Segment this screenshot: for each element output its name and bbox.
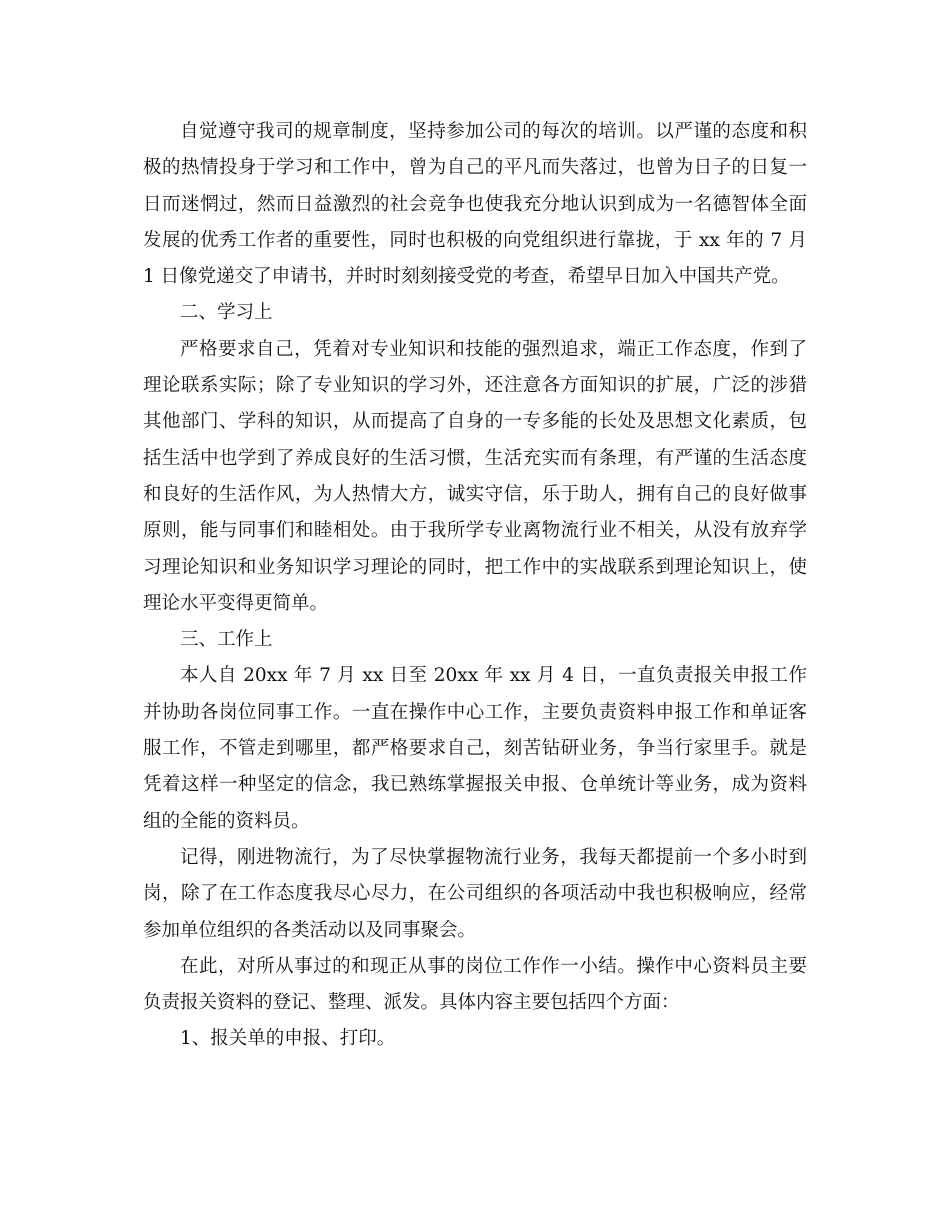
list-item-declaration: 1、报关单的申报、打印。 — [180, 1028, 396, 1050]
heading-study: 二、学习上 — [180, 302, 273, 324]
heading-work: 三、工作上 — [180, 629, 273, 651]
paragraph-memory: 记得，刚进物流行，为了尽快掌握物流行业务，我每天都提前一个多小时到岗，除了在工作态度我尽心尽力，在公司组织的各项活动中我也积极响应，经常参加单位组织的各类活动以及同事聚会。 — [143, 846, 807, 941]
paragraph-work-duties: 本人自 20xx 年 7 月 xx 日至 20xx 年 xx 月 4 日，一直负责报关申报工作并协助各岗位同事工作。一直在操作中心工作，主要负责资料申报工作和单证客服工作，不管走到哪里，都严格要求自己，刻苦钻研业务，争当行家里手。就是凭着这样一种坚定的信念，我已熟练掌握报关申报、仓单统计等业务，成为资料组的全能的资料员。 — [143, 665, 807, 832]
paragraph-self-discipline: 自觉遵守我司的规章制度，坚持参加公司的每次的培训。以严谨的态度和积极的热情投身于学习和工作中，曾为自己的平凡而失落过，也曾为日子的日复一日而迷惘过，然而日益激烈的社会竞争也使我充分地认识到成为一名德智体全面发展的优秀工作者的重要性，同时也积极的向党组织进行靠拢，于 xx 年的 7 月 1 日像党递交了申请书，并时时刻刻接受党的考查，希望早日加入中国共产党。 — [143, 121, 807, 288]
document-body — [143, 114, 807, 1058]
paragraph-summary: 在此，对所从事过的和现正从事的岗位工作作一小结。操作中心资料员主要负责报关资料的登记、整理、派发。具体内容主要包括四个方面： — [143, 955, 807, 1014]
paragraph-study: 严格要求自己，凭着对专业知识和技能的强烈追求，端正工作态度，作到了理论联系实际；除了专业知识的学习外，还注意各方面知识的扩展，广泛的涉猎其他部门、学科的知识，从而提高了自身的一专多能的长处及思想文化素质，包括生活中也学到了养成良好的生活习惯，生活充实而有条理，有严谨的生活态度和良好的生活作风，为人热情大方，诚实守信，乐于助人，拥有自己的良好做事原则，能与同事们和睦相处。由于我所学专业离物流行业不相关，从没有放弃学习理论知识和业务知识学习理论的同时，把工作中的实战联系到理论知识上，使理论水平变得更简单。 — [143, 338, 807, 614]
